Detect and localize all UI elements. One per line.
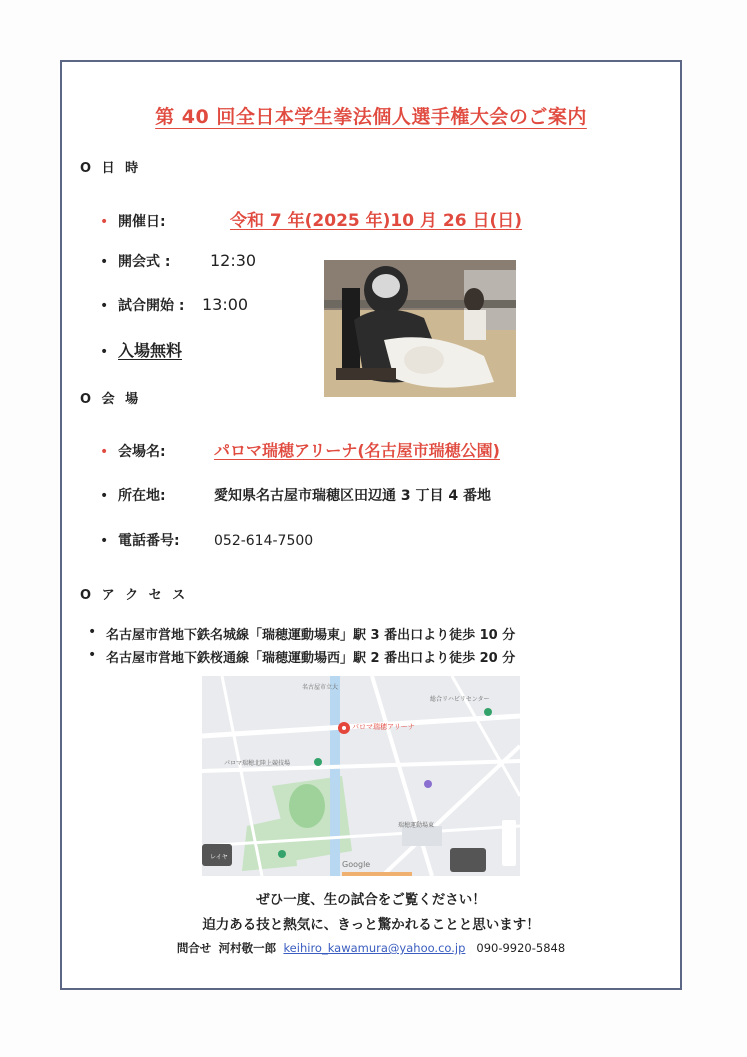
bullet-icon: • <box>100 488 109 504</box>
opening-label: 開会式 : <box>118 254 171 270</box>
start-value: 13:00 <box>202 295 249 314</box>
venue-map[interactable] <box>202 676 520 876</box>
contact-email-link[interactable]: keihiro_kawamura@yahoo.co.jp <box>283 941 466 955</box>
contact-name: 河村敬一郎 <box>218 941 277 955</box>
date-value: 令和 7 年(2025 年)10 月 26 日(日) <box>230 211 523 231</box>
phone-value: 052-614-7500 <box>214 533 314 549</box>
closing-line-1: ぜひ一度、生の試合をご覧ください！ <box>256 892 486 908</box>
phone-row <box>100 530 313 550</box>
contact-label: 問合せ <box>176 941 212 955</box>
bullet-icon: • <box>88 647 97 663</box>
page-title: 第 40 回全日本学生拳法個人選手権大会のご案内 <box>155 106 587 128</box>
venue-name-value: パロマ瑞穂アリーナ(名古屋市瑞穂公園) <box>214 441 500 460</box>
free-row <box>100 338 182 361</box>
opening-value: 12:30 <box>210 251 257 270</box>
access-heading: O ア ク セ ス <box>80 588 189 603</box>
map-layer-button[interactable]: レイヤ <box>210 854 228 861</box>
phone-label: 電話番号: <box>118 533 180 549</box>
datetime-heading: O 日 時 <box>80 161 142 176</box>
start-label: 試合開始 : <box>118 298 185 314</box>
contact-line <box>62 940 680 956</box>
free-admission: 入場無料 <box>118 341 183 360</box>
date-row <box>100 206 522 231</box>
map-label: 総合リハビリセンター <box>430 696 490 703</box>
access-route-text: 名古屋市営地下鉄桜通線「瑞穂運動場西」駅 2 番出口より徒歩 20 分 <box>106 651 516 666</box>
map-label: 名古屋市立大 <box>302 684 339 691</box>
bullet-icon: • <box>100 254 109 270</box>
address-row <box>100 485 491 505</box>
map-label: 瑞穂運動場東 <box>398 822 435 829</box>
map-label: パロマ瑞穂北陸上競技場 <box>224 760 291 767</box>
access-route <box>88 647 515 666</box>
event-photo <box>324 260 516 397</box>
address-label: 所在地: <box>118 488 166 504</box>
contact-phone: 090-9920-5848 <box>476 941 566 955</box>
bullet-icon: • <box>100 214 109 230</box>
access-route-text: 名古屋市営地下鉄名城線「瑞穂運動場東」駅 3 番出口より徒歩 10 分 <box>106 628 516 643</box>
access-route <box>88 624 515 643</box>
bullet-icon: • <box>88 624 97 640</box>
map-pin-label: パロマ瑞穂アリーナ <box>352 723 415 731</box>
bullet-icon: • <box>100 344 109 360</box>
bullet-icon: • <box>100 298 109 314</box>
start-row <box>100 295 248 315</box>
map-google-logo: Google <box>342 860 371 869</box>
date-label: 開催日: <box>118 214 166 230</box>
address-value: 愛知県名古屋市瑞穂区田辺通 3 丁目 4 番地 <box>214 488 491 504</box>
venue-name-row <box>100 438 500 461</box>
closing-line-2: 迫力ある技と熱気に、きっと驚かれることと思います！ <box>202 917 540 933</box>
opening-row <box>100 251 256 271</box>
venue-name-label: 会場名: <box>118 444 166 460</box>
venue-heading: O 会 場 <box>80 392 142 407</box>
bullet-icon: • <box>100 444 109 460</box>
bullet-icon: • <box>100 533 109 549</box>
flyer-frame <box>60 60 682 990</box>
